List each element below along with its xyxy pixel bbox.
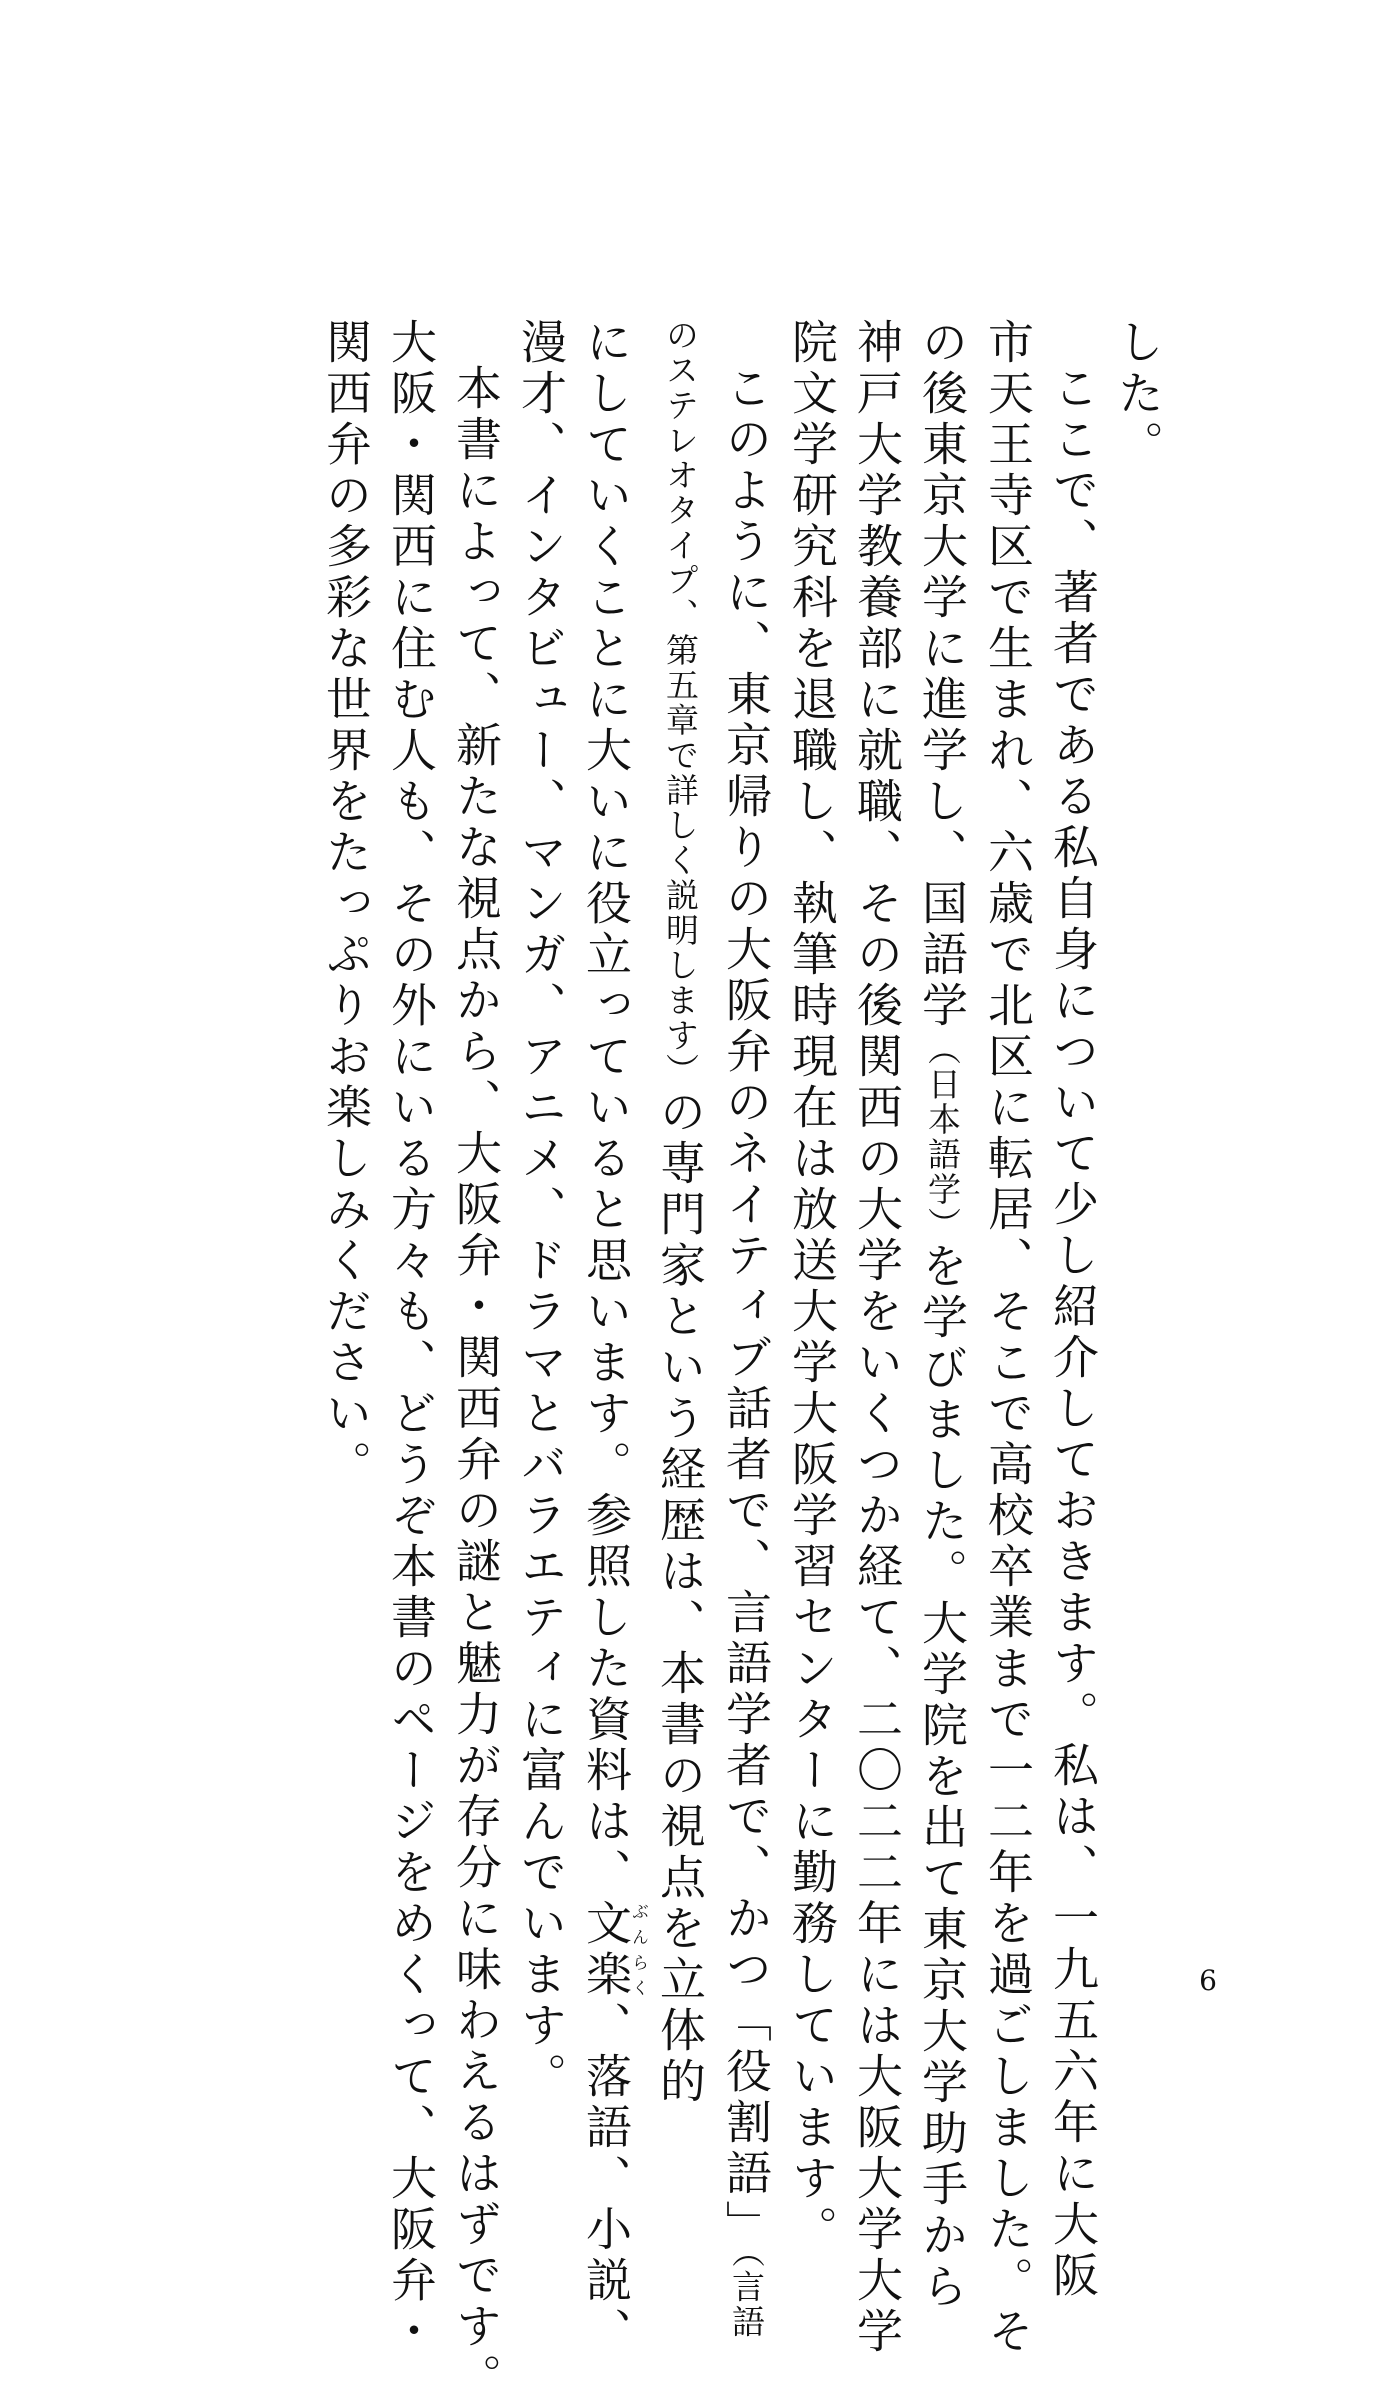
- text-run: の後東京大学に進学し、国語学: [915, 318, 969, 1032]
- text-line: 院文学研究科を退職し、執筆時現在は放送大学大阪学習センターに勤務しています。: [785, 318, 839, 2256]
- page-number: 6: [1199, 1964, 1217, 1997]
- ruby-base: 文楽: [579, 1899, 633, 2001]
- text-run: の専門家という経歴は、本書の視点を立体的: [653, 1088, 707, 2108]
- text-line: [909, 318, 975, 2313]
- text-run: にしていくことに大いに役立っていると思います。参照した資料は、: [579, 318, 633, 1899]
- text-run: このように、東京帰りの大阪弁のネイティブ話者で、言語学者で、かつ「役割語」: [719, 364, 773, 2251]
- text-line: [573, 318, 648, 2358]
- paragraph-start-line: ここで、著者である私自身について少し紹介しておきます。私は、一九五六年に大阪: [1046, 364, 1100, 2302]
- text-run: を学びました。大学院を出て東京大学助手から: [915, 1242, 969, 2313]
- parenthetical-note: のステレオタイプ、第五章で詳しく説明します）: [661, 318, 700, 1088]
- paragraph-start-line: 本書によって、新たな視点から、大阪弁・関西弁の謎と魅力が存分に味わえるはずです。: [449, 364, 503, 2404]
- ruby-reading: ぶんらく: [628, 1899, 648, 2001]
- parenthetical-note: （言語: [727, 2251, 766, 2340]
- paragraph-start-line: [713, 318, 779, 2340]
- text-line: 大阪・関西に住む人も、その外にいる方々も、どうぞ本書のページをめくって、大阪弁・: [384, 318, 438, 2358]
- text-line: した。: [1111, 318, 1165, 471]
- text-line: [647, 318, 713, 2108]
- text-line: 関西弁の多彩な世界をたっぷりお楽しみください。: [319, 318, 373, 1491]
- text-line: 神戸大学教養部に就職、その後関西の大学をいくつか経て、二〇二二年には大阪大学大学: [850, 318, 904, 2358]
- text-line: 市天王寺区で生まれ、六歳で北区に転居、そこで高校卒業まで一二年を過ごしました。そ: [981, 318, 1035, 2358]
- ruby-annotated-word: [579, 1899, 648, 2001]
- text-line: 漫才、インタビュー、マンガ、アニメ、ドラマとバラエティに富んでいます。: [514, 318, 568, 2103]
- parenthetical-note: （日本語学）: [923, 1032, 962, 1242]
- text-run: 、落語、小説、: [579, 2001, 633, 2358]
- vertical-text-body: [313, 318, 1170, 2404]
